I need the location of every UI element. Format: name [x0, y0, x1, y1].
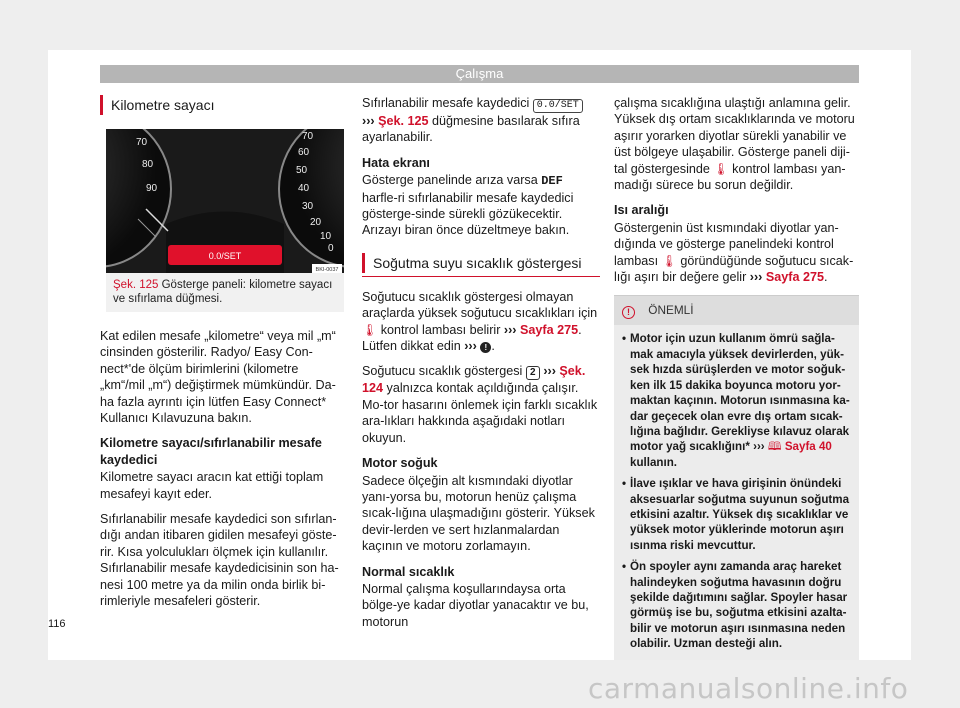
arrow-glyph: ››› [503, 322, 517, 337]
page-link[interactable]: Sayfa 275 [765, 270, 825, 285]
text: . [578, 322, 582, 337]
subheading: Hata ekranı [362, 155, 430, 170]
text: yalnızca kontak açıldığında çalışır. Mo-tor hasarını önlemek için farklı sıcaklık ara-lıkları hakkında aşağıdaki notları okuyun. [362, 381, 598, 445]
note-body [614, 325, 859, 659]
def-code: DEF [541, 174, 563, 189]
info-icon: ! [622, 306, 635, 319]
subheading: Normal sıcaklık [362, 564, 455, 579]
column-3 [614, 95, 859, 660]
text: çalışma sıcaklığına ulaştığı anlamına gelir. Yüksek dış ortam sıcaklıklarında ve motoru aşırır yorarken diyotlar sürekli yanabilir ve üst bölgeye ulaşabilir. Gösterge paneli diji-tal göstergesinde [614, 96, 855, 176]
page-link[interactable]: Sayfa 275 [520, 322, 579, 337]
paragraph [614, 220, 859, 286]
paragraph [362, 172, 600, 239]
gauge-right-label: 50 [296, 165, 308, 176]
subheading: Kilometre sayacı/sıfırlanabilir mesafe kaydedici [100, 436, 322, 467]
column-2 [362, 95, 600, 639]
figure-link[interactable]: Şek. 124 [362, 364, 586, 396]
section-divider [362, 276, 600, 277]
gauge-right-label: 0 [328, 243, 334, 254]
text: kontrol lambası yan-madığı sürece bu sorun değildir. [614, 161, 846, 193]
text: Lütfen dikkat edin [362, 339, 461, 354]
section-title-coolant: Soğutma suyu sıcaklık göstergesi [362, 253, 600, 273]
arrow-glyph: ››› [362, 114, 375, 128]
callout-number: 2 [526, 366, 540, 380]
gauge-left-label: 90 [146, 183, 158, 194]
arrow-glyph: ››› [753, 440, 765, 454]
gauge-left-label: 80 [142, 159, 154, 170]
text: Gösterge panelinde arıza varsa [362, 173, 538, 188]
text: Soğutucu sıcaklık göstergesi olmayan araçlarda yüksek soğutucu sıcaklıkları için [362, 289, 598, 321]
text: . [824, 270, 828, 285]
gauge-right-label: 10 [320, 231, 332, 242]
important-note [614, 295, 859, 659]
subheading: Isı aralığı [614, 203, 669, 218]
coolant-warning-icon: 🌡 [713, 161, 729, 176]
paragraph: Sadece ölçeğin alt kısmındaki diyotlar yanı-yorsa bu, motorun henüz çalışma sıcak-lığına ulaşmadığını gösterir. Yüksek devir-lerden ve sert hızlanmalardan kaçının ve motoru zorlamayın. [362, 473, 595, 554]
coolant-warning-icon: 🌡 [661, 253, 677, 268]
reset-button-code: 0.0/SET [533, 99, 583, 113]
paragraph: Normal çalışma koşullarındaysa orta bölge-ye kadar diyotlar yanacaktır ve bu, motorun [362, 581, 589, 629]
section-title-odometer: Kilometre sayacı [100, 95, 345, 115]
gauge-left-label: 70 [136, 137, 148, 148]
paragraph [614, 95, 859, 193]
figure-code: BKI-0037 [315, 267, 339, 273]
list-item [622, 331, 851, 470]
paragraph: Sıfırlanabilir mesafe kaydedici son sıfırlan-dığı andan itibaren gidilen mesafeyi göste-rir. Kısa yolculukları ölçmek için kullanılır. Sıfırlanabilir mesafe kaydedicisinin son ha-nesi 100 metre ya da milin onda birlik bi-rimleriyle mesafeleri gösterir. [100, 512, 339, 609]
list-item: • İlave ışıklar ve hava girişinin önündeki aksesuarlar soğutma suyunun soğutma etkisini azaltır. Yüksek dış sıcaklıklar ve yüksek motor yüklerinde motorun aşırı ısınma riski mevcuttur. [622, 476, 851, 553]
gauge-right-label: 30 [302, 201, 314, 212]
display-label: 0.0/SET [208, 251, 242, 261]
gauge-right-label: 40 [298, 183, 310, 194]
paragraph: Kat edilen mesafe „kilometre“ veya mil „m“ cinsinden gösterilir. Radyo/ Easy Con-nect*'de ölçüm birimlerini (kilometre „km“/mil „m“) değiştirmek mümkündür. Da-ha fazla ayrıntı için lütfen Easy Connect* Kullanıcı Kılavuzuna bakın. [100, 329, 336, 426]
text: kullanın. [630, 455, 678, 469]
text: Göstergenin üst kısmındaki diyotlar yan-dığında ve gösterge panelindeki kontrol lambası [614, 220, 839, 268]
paragraph-reset [362, 95, 600, 146]
chapter-header: Çalışma [100, 65, 859, 83]
text: Soğutucu sıcaklık göstergesi [362, 364, 523, 379]
gauge-right-label: 70 [302, 131, 314, 142]
book-icon: 🕮 [767, 440, 782, 454]
text: harfle-ri sıfırlanabilir mesafe kaydedici gösterge-sinde sürekli gözükecektir. Arızayı biran önce düzeltmeye bakın. [362, 190, 574, 238]
page-number: 116 [48, 618, 66, 630]
figure-link[interactable]: Şek. 125 [378, 114, 429, 128]
gauge-right-label: 20 [310, 217, 322, 228]
arrow-glyph: ››› [543, 364, 556, 379]
figure-125 [106, 129, 344, 312]
gauge-right-label: 60 [298, 147, 310, 158]
note-header [614, 296, 859, 325]
text: Motor için uzun kullanım ömrü sağla-mak amacıyla yüksek devirlerden, yük-sek hızda sürüşlerden ve motor soğuk-ken ilk 15 dakika boyunca motoru yor-maktan kaçının. Motorun ısınmasına ka-dar geçecek olan evre dış ortam sıcak-lığına bağlıdır. Gerekliyse kılavuz olarak motor yağ sıcaklığını* [630, 332, 850, 454]
text: kontrol lambası belirir [380, 322, 501, 337]
column-1 [100, 95, 345, 619]
subheading: Motor soğuk [362, 456, 438, 471]
figure-caption [106, 273, 344, 306]
caption-ref: Şek. 125 [113, 279, 159, 291]
paragraph [362, 363, 600, 446]
note-title: ÖNEMLİ [648, 303, 694, 318]
caption-text: Gösterge paneli: kilometre sayacı ve sıfırlama düğmesi. [113, 279, 333, 305]
paragraph: Soğutucu sıcaklık göstergesi olmayan araçlarda yüksek soğutucu sıcaklıkları için 🌡 kontrol lambası belirir ››› Sayfa 275. Lütfen dikkat edin ››› ! . [362, 289, 598, 354]
text: Sıfırlanabilir mesafe kaydedici [362, 96, 530, 110]
warning-icon: ! [480, 342, 491, 353]
coolant-warning-icon: 🌡 [362, 322, 378, 337]
text: göründüğünde soğutucu sıcak-lığı aşırı bir değere gelir [614, 253, 854, 285]
page-link[interactable]: Sayfa 40 [784, 440, 832, 454]
text: düğmesine basılarak sıfıra ayarlanabilir. [362, 114, 580, 145]
paragraph: Kilometre sayacı aracın kat ettiği toplam mesafeyi kayıt eder. [100, 470, 324, 501]
arrow-glyph: ››› [749, 270, 763, 285]
instrument-cluster-image [106, 129, 344, 273]
watermark: carmanualsonline.info [588, 672, 909, 705]
list-item: • Ön spoyler aynı zamanda araç hareket halindeyken soğutma havasının doğru şekilde dağıtımını sağlar. Spoyler hasar görmüş ise bu, soğutma etkisini azalta-bilir ve motorun aşırı ısınmasına neden olabilir. Uzman desteği alın. [622, 559, 851, 651]
arrow-glyph: ››› [464, 339, 477, 354]
